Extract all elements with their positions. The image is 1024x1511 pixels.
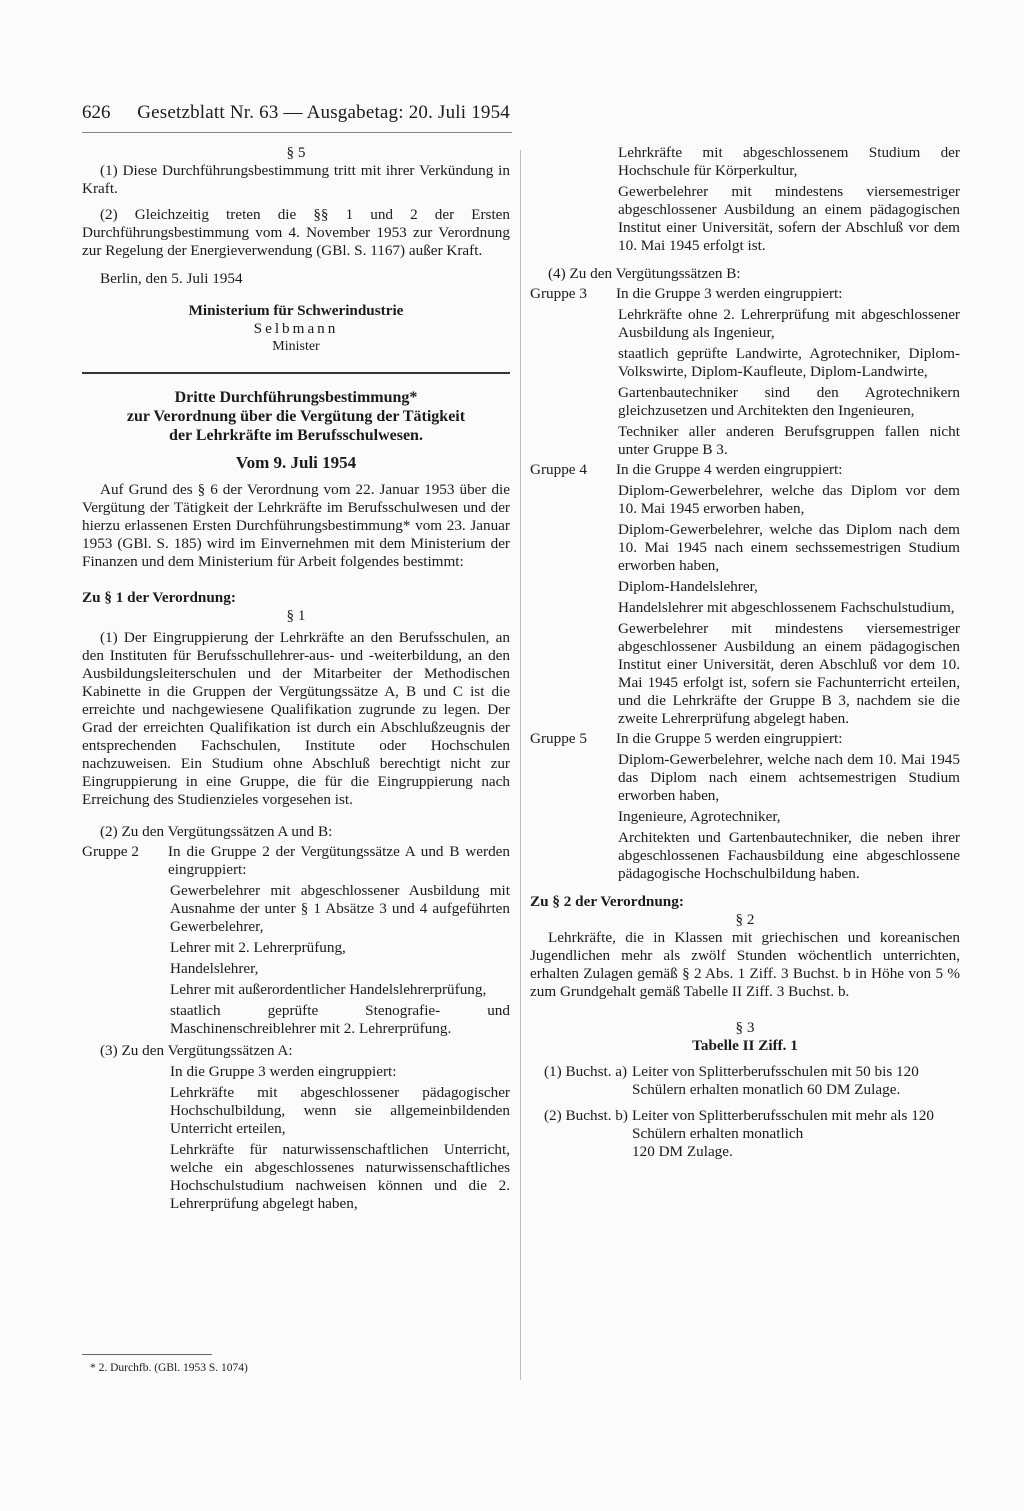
list-item: staatlich geprüfte Stenografie- und Maschinenschreiblehrer mit 2. Lehrerprüfung. — [170, 1002, 510, 1037]
list-item: Gewerbelehrer mit abgeschlossener Ausbildung mit Ausnahme der unter § 1 Absätze 3 und 4 aufgeführten Gewerbelehrer, — [170, 882, 510, 935]
group-3a-list — [82, 1063, 510, 1213]
buchst-a-item — [530, 1063, 960, 1099]
section-5-paragraph-2: (2) Gleichzeitig treten die §§ 1 und 2 der Ersten Durchführungsbestimmung vom 4. November 1953 zur Verordnung zur Regelung der Energieverwendung (GBl. S. 1167) außer Kraft. — [82, 206, 510, 259]
group-5-block — [530, 730, 960, 748]
list-item: Lehrer mit außerordentlicher Handelslehrerprüfung, — [170, 981, 487, 998]
list-item: Lehrkräfte ohne 2. Lehrerprüfung mit abgeschlossener Ausbildung als Ingenieur, — [618, 306, 960, 341]
signer-name: Selbmann — [253, 320, 339, 337]
list-item: Gewerbelehrer mit mindestens viersemestriger abgeschlossener Ausbildung an einem pädagogischen Institut einer Universität, deren Abschluß vor dem 10. Mai 1945 erfolgt ist, sofern sie Fachunterricht erteilen, und die Lehrkräfte der Gruppe B 3, nachdem sie die zweite Lehrerprüfung abgelegt haben. — [618, 620, 960, 727]
group-2-list — [82, 882, 510, 1038]
group-3a-intro: In die Gruppe 3 werden eingruppiert: — [170, 1063, 397, 1080]
group-4-intro: In die Gruppe 4 werden eingruppiert: — [616, 461, 843, 478]
page-number: 626 — [82, 102, 111, 123]
group-3-label: Gruppe 3 — [530, 285, 587, 302]
list-item: Diplom-Gewerbelehrer, welche nach dem 10. Mai 1945 das Diplom nach einem achtsemestrigen Studium erworben haben, — [618, 751, 960, 804]
buchst-b-text: Leiter von Splitterberufsschulen mit mehr als 120 Schülern erhalten monatlich — [632, 1107, 934, 1142]
place-date: Berlin, den 5. Juli 1954 — [100, 270, 243, 287]
section-1-heading: § 1 — [286, 607, 306, 624]
list-item: Lehrkräfte mit abgeschlossenem Studium der Hochschule für Körperkultur, — [618, 144, 960, 179]
signer-title: Minister — [272, 339, 320, 354]
section-2-heading: § 2 — [735, 911, 755, 928]
section-1-paragraph-2: (2) Zu den Vergütungssätzen A und B: — [100, 823, 333, 840]
group-3-block — [530, 285, 960, 303]
group-2-intro: In die Gruppe 2 der Vergütungssätze A und B werden eingruppiert: — [168, 843, 510, 878]
group-4-list — [530, 482, 960, 728]
list-item: Lehrkräfte mit abgeschlossener pädagogischer Hochschulbildung, wenn sie allgemeinbildenden Unterricht erteilen, — [170, 1084, 510, 1137]
page-header — [82, 102, 510, 126]
section-1-paragraph-3: (3) Zu den Vergütungssätzen A: — [100, 1042, 293, 1059]
left-column — [82, 144, 510, 1213]
section-3-heading: § 3 — [735, 1019, 755, 1036]
section-1-paragraph-4: (4) Zu den Vergütungssätzen B: — [548, 265, 741, 282]
section-3-subheading: Tabelle II Ziff. 1 — [692, 1037, 798, 1054]
buchst-a-label: (1) Buchst. a) — [544, 1063, 628, 1080]
group-3-intro: In die Gruppe 3 werden eingruppiert: — [616, 285, 843, 302]
footnote-rule — [82, 1354, 212, 1355]
list-item: Handelslehrer mit abgeschlossenem Fachschulstudium, — [618, 599, 955, 616]
section-separator — [82, 372, 510, 374]
group-5-list — [530, 751, 960, 883]
buchst-b-item — [530, 1107, 960, 1161]
group-3-list — [530, 306, 960, 459]
group-5-intro: In die Gruppe 5 werden eingruppiert: — [616, 730, 843, 747]
list-item: Techniker aller anderen Berufsgruppen fallen nicht unter Gruppe B 3. — [618, 423, 960, 458]
decree-title-line-2: zur Verordnung über die Vergütung der Tätigkeit — [126, 408, 466, 425]
buchst-b-amount: 120 DM Zulage. — [632, 1143, 733, 1160]
list-item: staatlich geprüfte Landwirte, Agrotechniker, Diplom-Volkswirte, Diplom-Kaufleute, Diplom-Landwirte, — [618, 345, 960, 380]
footnote: * 2. Durchfb. (GBl. 1953 S. 1074) — [90, 1362, 248, 1374]
group-2-label: Gruppe 2 — [82, 843, 139, 860]
decree-title-line-3: der Lehrkräfte im Berufsschulwesen. — [169, 427, 423, 444]
list-item: Diplom-Gewerbelehrer, welche das Diplom nach dem 10. Mai 1945 nach einem sechssemestrigen Studium erworben haben, — [618, 521, 960, 574]
list-item: Diplom-Gewerbelehrer, welche das Diplom vor dem 10. Mai 1945 erworben haben, — [618, 482, 960, 517]
right-column — [530, 144, 960, 1161]
buchst-a-text: Leiter von Splitterberufsschulen mit 50 bis 120 Schülern erhalten monatlich 60 DM Zulage. — [632, 1063, 919, 1098]
list-item: Lehrkräfte für naturwissenschaftlichen Unterricht, welche ein abgeschlossenes naturwissenschaftliches Hochschulstudium nachweisen können und die 2. Lehrerprüfung abgelegt haben, — [170, 1141, 510, 1212]
group-2-block — [82, 843, 510, 879]
group-4-block — [530, 461, 960, 479]
ministry-name: Ministerium für Schwerindustrie — [188, 302, 404, 319]
group-5-label: Gruppe 5 — [530, 730, 587, 747]
continued-list — [530, 144, 960, 255]
list-item: Lehrer mit 2. Lehrerprüfung, — [170, 939, 346, 956]
section-5-heading: § 5 — [286, 144, 306, 161]
list-item: Handelslehrer, — [170, 960, 259, 977]
section-5-paragraph-1: (1) Diese Durchführungsbestimmung tritt mit ihrer Verkündung in Kraft. — [82, 162, 510, 197]
zu-section-2-heading: Zu § 2 der Verordnung: — [530, 893, 684, 910]
zu-section-1-heading: Zu § 1 der Verordnung: — [82, 589, 236, 606]
list-item: Architekten und Gartenbautechniker, die neben ihrer abgeschlossenen Fachausbildung eine abgeschlossene pädagogische Hochschulbildung haben. — [618, 829, 960, 882]
buchst-b-label: (2) Buchst. b) — [544, 1107, 628, 1124]
header-rule — [82, 132, 512, 133]
decree-title-line-1: Dritte Durchführungsbestimmung* — [174, 389, 418, 406]
section-2-paragraph: Lehrkräfte, die in Klassen mit griechischen und koreanischen Jugendlichen mehr als zwölf Stunden wöchentlich unterrichten, erhalten Zulagen gemäß § 2 Abs. 1 Ziff. 3 Buchst. b in Höhe von 5 % zum Grundgehalt gemäß Tabelle II Ziff. 3 Buchst. b. — [530, 929, 960, 1000]
list-item: Ingenieure, Agrotechniker, — [618, 808, 781, 825]
preamble: Auf Grund des § 6 der Verordnung vom 22. Januar 1953 über die Vergütung der Tätigkeit der Lehrkräfte im Berufsschulwesen und der hierzu erlassenen Ersten Durchführungsbestimmung* vom 23. Januar 1953 (GBl. S. 185) wird im Einvernehmen mit dem Ministerium der Finanzen und dem Ministerium für Arbeit folgendes bestimmt: — [82, 481, 510, 570]
decree-date: Vom 9. Juli 1954 — [235, 453, 357, 472]
buchst-b-content — [632, 1107, 960, 1161]
group-4-label: Gruppe 4 — [530, 461, 587, 478]
list-item: Gartenbautechniker sind den Agrotechnikern gleichzusetzen und Architekten den Ingenieuren, — [618, 384, 960, 419]
list-item: Gewerbelehrer mit mindestens viersemestriger abgeschlossener Ausbildung an einem pädagogischen Institut einer Universität, sofern der Abschluß vor dem 10. Mai 1945 erfolgt ist. — [618, 183, 960, 254]
list-item: Diplom-Handelslehrer, — [618, 578, 758, 595]
running-title: Gesetzblatt Nr. 63 — Ausgabetag: 20. Juli 1954 — [137, 102, 510, 123]
column-divider — [520, 150, 521, 1380]
section-1-paragraph-1: (1) Der Eingruppierung der Lehrkräfte an den Berufsschulen, an den Instituten für Berufsschullehrer-aus- und -weiterbildung, an den Ausbildungsleiterschulen und der Mitarbeiter der Methodischen Kabinette in die Gruppen der Vergütungssätze A, B und C ist die erreichte und nachgewiesene Qualifikation zugrunde zu legen. Der Grad der erreichten Qualifikation ist durch ein Abschlußzeugnis der entsprechenden Fachschulen, Institute oder Hochschulen nachzuweisen. Ein Studium ohne Abschluß berechtigt nicht zur Eingruppierung in eine Gruppe, die für die Eingruppierung nach Erreichung des Studienzieles vorgesehen ist. — [82, 629, 510, 808]
